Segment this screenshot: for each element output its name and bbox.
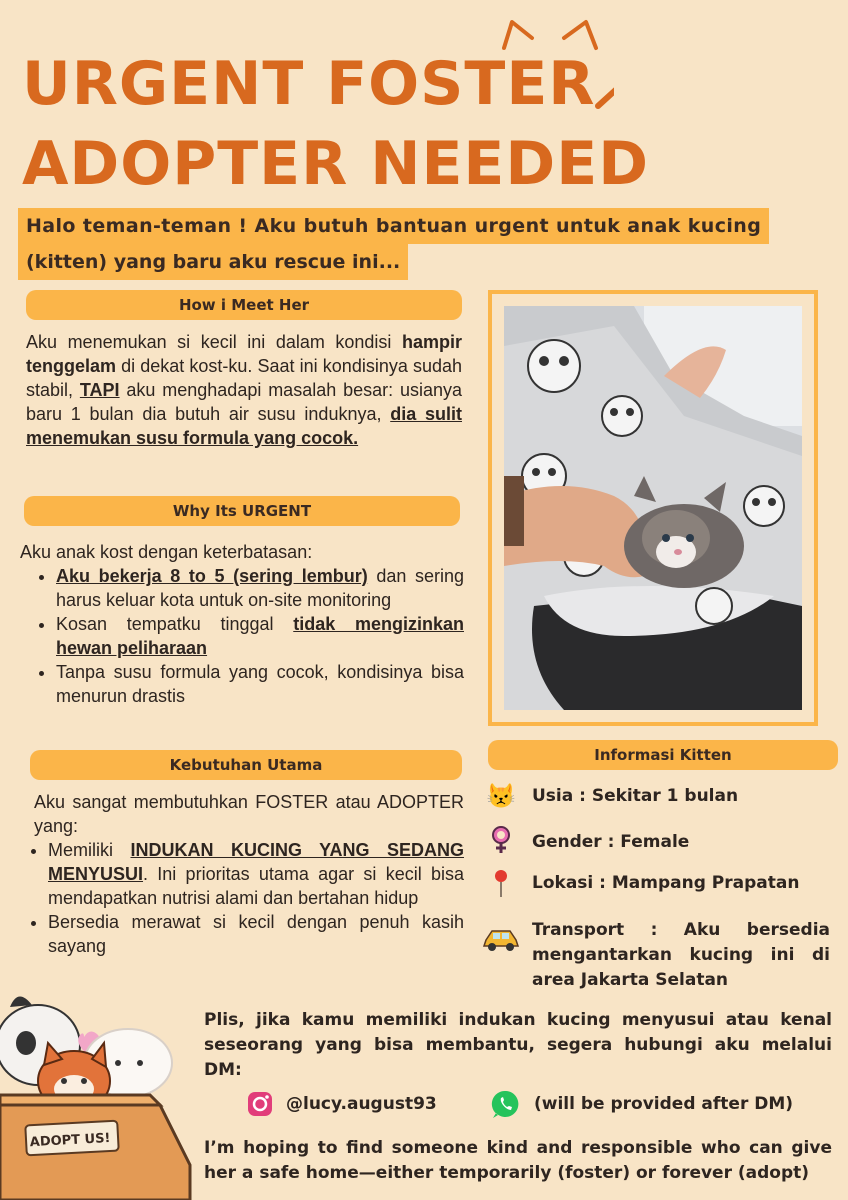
instagram-icon: [246, 1090, 276, 1120]
instagram-handle: @lucy.august93: [286, 1094, 437, 1114]
why-urgent-content: [20, 540, 464, 708]
kebutuhan-content: [34, 790, 464, 958]
section-heading-how-i-meet-her: How i Meet Her: [26, 290, 462, 320]
text-underline-segment: tidak mengizinkan hewan peliharaan: [56, 614, 464, 658]
info-transport: Transport : Aku bersedia mengantarkan kucing ini di area Jakarta Selatan: [532, 920, 830, 990]
adopt-us-illustration: [0, 985, 200, 1200]
text-segment: Tanpa susu formula yang cocok, kondisinya bisa menurun drastis: [56, 662, 464, 706]
text-segment: Memiliki: [48, 840, 131, 860]
whatsapp-note: (will be provided after DM): [534, 1094, 794, 1114]
text-underline-segment: TAPI: [79, 380, 120, 400]
poster-title: [22, 44, 742, 204]
text-segment: dan sering harus keluar kota untuk on-site monitoring: [56, 566, 464, 610]
text-segment: Aku menemukan si kecil ini dalam kondisi: [26, 332, 402, 352]
kitten-photo-illustration: [504, 306, 802, 710]
female-symbol-icon: [486, 824, 516, 854]
closing-text: I’m hoping to find someone kind and responsible who can give her a safe home—either temporarily (foster) or forever (adopt): [204, 1138, 832, 1183]
kebutuhan-lead: Aku sangat membutuhkan FOSTER atau ADOPTER yang:: [34, 792, 464, 836]
location-pin-icon: [486, 868, 516, 898]
whatsapp-icon: [490, 1088, 522, 1120]
text-segment: Bersedia merawat si kecil dengan penuh kasih sayang: [48, 912, 464, 956]
list-item: [56, 564, 464, 612]
text-underline-segment: dia sulit menemukan susu formula yang cocok.: [26, 404, 462, 448]
text-segment: . Ini prioritas utama agar si kecil bisa mendapatkan nutrisi alami dan bertahan hidup: [48, 864, 464, 908]
text-segment: di dekat kost-ku. Saat ini kondisinya sudah stabil,: [26, 356, 462, 400]
text-underline-segment: Aku bekerja 8 to 5 (sering lembur): [56, 566, 368, 586]
text-segment: Kosan tempatku tinggal: [56, 614, 294, 634]
text-underline-segment: INDUKAN KUCING YANG SEDANG MENYUSUI: [48, 840, 464, 884]
cat-face-icon: 😾: [486, 783, 516, 810]
how-i-meet-her-text: [26, 330, 462, 450]
cat-ears-doodle: [494, 8, 614, 118]
info-usia: Usia : Sekitar 1 bulan: [532, 786, 739, 806]
kitten-photo: [504, 306, 802, 710]
list-item: [56, 612, 464, 660]
intro-line-1: Halo teman-teman ! Aku butuh bantuan urgent untuk anak kucing: [18, 208, 769, 244]
why-urgent-list: [20, 564, 464, 708]
section-heading-informasi-kitten: Informasi Kitten: [488, 740, 838, 770]
section-heading-why-urgent: Why Its URGENT: [24, 496, 460, 526]
text-bold-segment: hampir tenggelam: [26, 332, 462, 376]
info-lokasi: Lokasi : Mampang Prapatan: [532, 873, 800, 893]
taxi-icon: [482, 926, 520, 956]
intro-text: [18, 208, 818, 280]
list-item: [56, 660, 464, 708]
adopt-us-sign: ADOPT US!: [29, 1131, 111, 1151]
list-item: [48, 838, 464, 910]
list-item: [48, 910, 464, 958]
title-line-1: URGENT FOSTER: [22, 49, 596, 119]
intro-line-2: (kitten) yang baru aku rescue ini...: [18, 244, 408, 280]
title-line-2: ADOPTER NEEDED: [22, 129, 650, 199]
section-heading-kebutuhan-utama: Kebutuhan Utama: [30, 750, 462, 780]
text-segment: aku menghadapi masalah besar: usianya baru 1 bulan dia butuh air susu induknya,: [26, 380, 462, 424]
info-gender: Gender : Female: [532, 832, 690, 852]
cta-text: Plis, jika kamu memiliki indukan kucing menyusui atau kenal seseorang yang bisa membantu, segera hubungi aku melalui DM:: [204, 1010, 832, 1080]
why-urgent-lead: Aku anak kost dengan keterbatasan:: [20, 542, 313, 562]
kebutuhan-list: [30, 838, 464, 958]
